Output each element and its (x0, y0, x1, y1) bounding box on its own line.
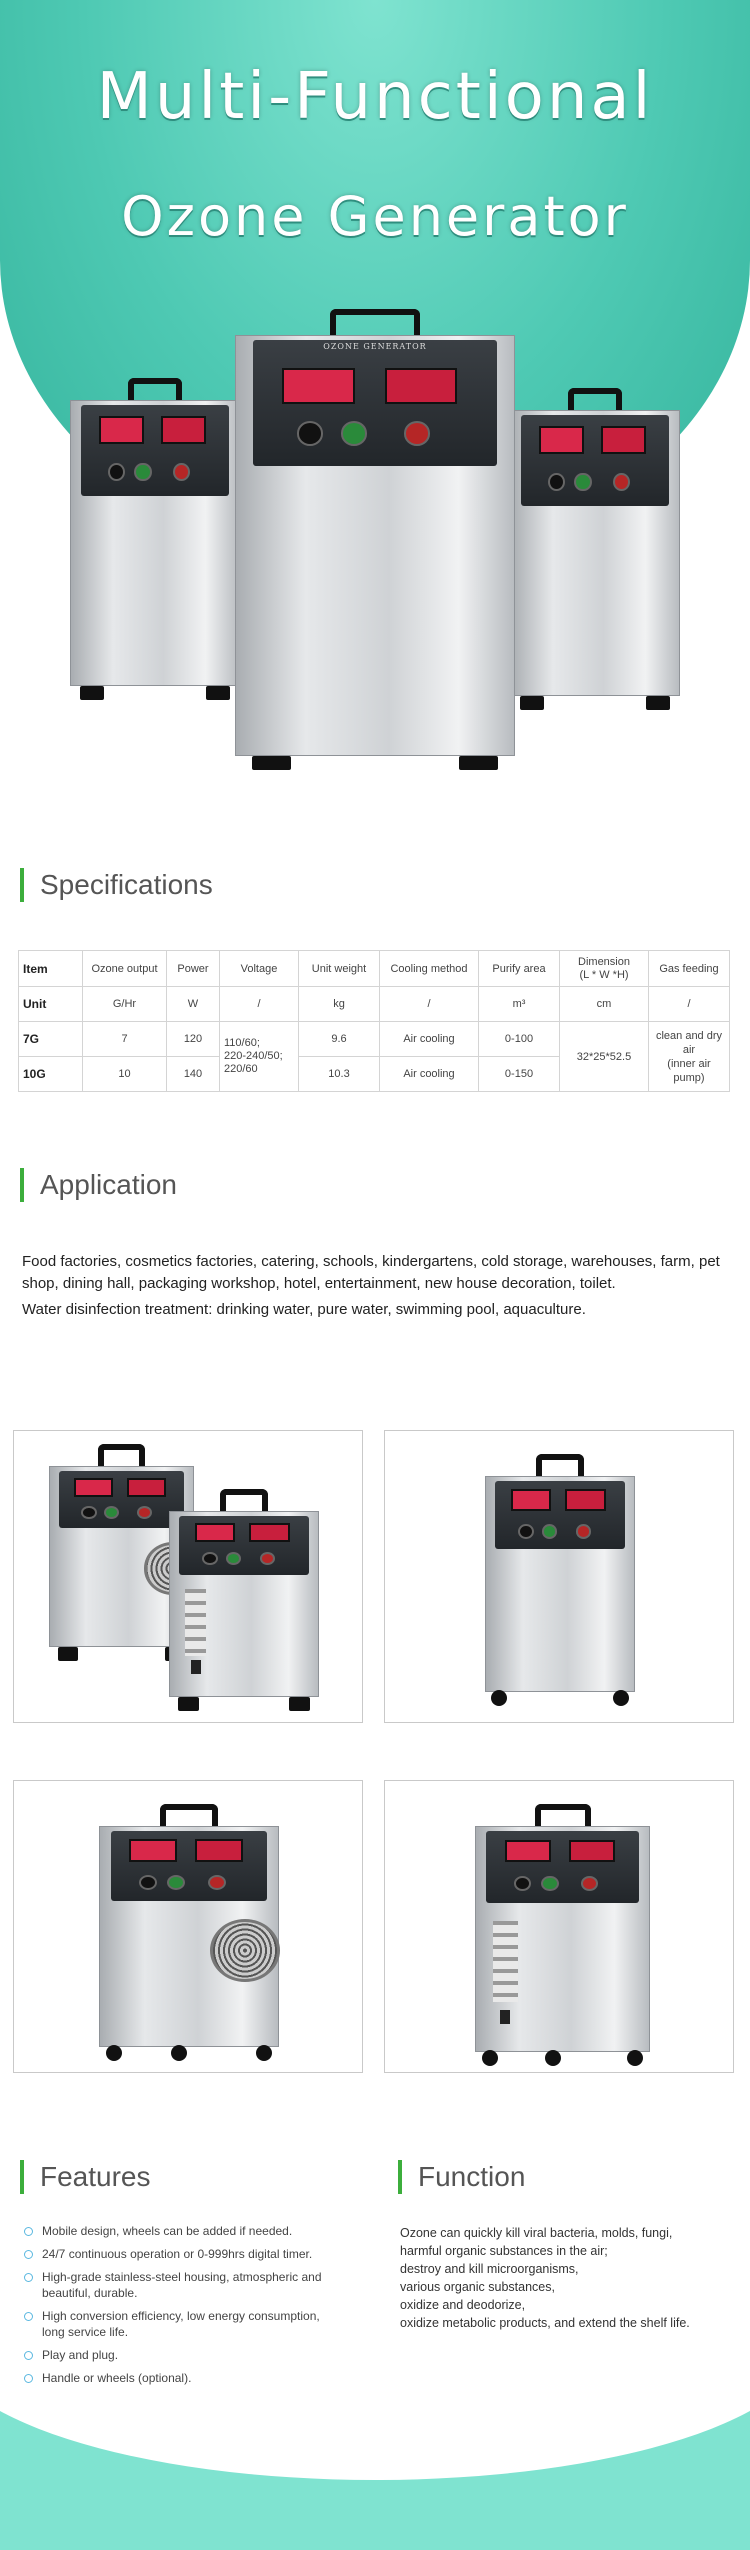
table-header-cell: Item (19, 951, 83, 987)
table-cell: 10G (19, 1057, 83, 1092)
table-cell: 7 (83, 1022, 167, 1057)
table-cell-voltage: 110/60; 220-240/50; 220/60 (220, 1022, 299, 1092)
hero-machine-right (510, 410, 680, 710)
hero-machine-left (70, 400, 240, 700)
specifications-heading: Specifications (20, 868, 213, 902)
list-item: Mobile design, wheels can be added if needed. (22, 2223, 342, 2239)
table-cell: Unit (19, 987, 83, 1022)
hero-title-line1: Multi-Functional (96, 60, 654, 134)
table-cell: 7G (19, 1022, 83, 1057)
table-header-cell: Unit weight (299, 951, 380, 987)
table-cell: 0-150 (479, 1057, 560, 1092)
table-unit-row (19, 987, 730, 1022)
table-header-cell: Cooling method (380, 951, 479, 987)
function-line: harmful organic substances in the air; (400, 2244, 608, 2258)
product-photo (384, 1430, 734, 1723)
table-row (19, 1022, 730, 1057)
product-photo (384, 1780, 734, 2073)
table-cell: m³ (479, 987, 560, 1022)
table-cell: Air cooling (380, 1022, 479, 1057)
features-heading: Features (20, 2160, 151, 2194)
function-heading: Function (398, 2160, 525, 2194)
table-cell: Air cooling (380, 1057, 479, 1092)
list-item: 24/7 continuous operation or 0-999hrs digital timer. (22, 2246, 342, 2262)
table-cell: / (380, 987, 479, 1022)
table-header-cell: Power (167, 951, 220, 987)
table-header-cell: Purify area (479, 951, 560, 987)
table-cell: G/Hr (83, 987, 167, 1022)
table-cell: 0-100 (479, 1022, 560, 1057)
list-item: Play and plug. (22, 2347, 342, 2363)
table-cell-gas: clean and dry air (inner air pump) (649, 1022, 730, 1092)
function-line: various organic substances, (400, 2280, 555, 2294)
function-line: Ozone can quickly kill viral bacteria, molds, fungi, (400, 2226, 673, 2240)
product-photo (13, 1780, 363, 2073)
table-header-cell: Dimension (L * W *H) (560, 951, 649, 987)
application-paragraph: Food factories, cosmetics factories, catering, schools, kindergartens, cold storage, warehouses, farm, pet shop, dining hall, packaging workshop, hotel, entertainment, new house decoration, toilet. (22, 1253, 720, 1292)
table-cell: cm (560, 987, 649, 1022)
table-header-cell: Voltage (220, 951, 299, 987)
application-heading: Application (20, 1168, 177, 1202)
table-cell: / (220, 987, 299, 1022)
hero-machine-center (235, 335, 515, 770)
table-cell: kg (299, 987, 380, 1022)
table-header-cell: Ozone output (83, 951, 167, 987)
table-cell: 140 (167, 1057, 220, 1092)
function-line: destroy and kill microorganisms, (400, 2262, 579, 2276)
hero-title-line2: Ozone Generator (121, 185, 629, 248)
table-cell-dimension: 32*25*52.5 (560, 1022, 649, 1092)
list-item: High conversion efficiency, low energy consumption, long service life. (22, 2308, 342, 2340)
table-header-cell: Gas feeding (649, 951, 730, 987)
table-cell: 10 (83, 1057, 167, 1092)
specifications-table (18, 950, 730, 1092)
features-list (22, 2223, 342, 2393)
application-text (22, 1251, 742, 1325)
table-cell: W (167, 987, 220, 1022)
panel-label: OZONE GENERATOR (323, 342, 427, 351)
table-cell: / (649, 987, 730, 1022)
product-photo (13, 1430, 363, 1723)
function-text (400, 2224, 730, 2332)
function-line: oxidize and deodorize, (400, 2298, 526, 2312)
list-item: High-grade stainless-steel housing, atmospheric and beautiful, durable. (22, 2269, 342, 2301)
table-header-row (19, 951, 730, 987)
application-paragraph: Water disinfection treatment: drinking water, pure water, swimming pool, aquaculture. (22, 1301, 586, 1318)
function-line: oxidize metabolic products, and extend the shelf life. (400, 2316, 690, 2330)
table-cell: 120 (167, 1022, 220, 1057)
table-cell: 9.6 (299, 1022, 380, 1057)
list-item: Handle or wheels (optional). (22, 2370, 342, 2386)
table-cell: 10.3 (299, 1057, 380, 1092)
